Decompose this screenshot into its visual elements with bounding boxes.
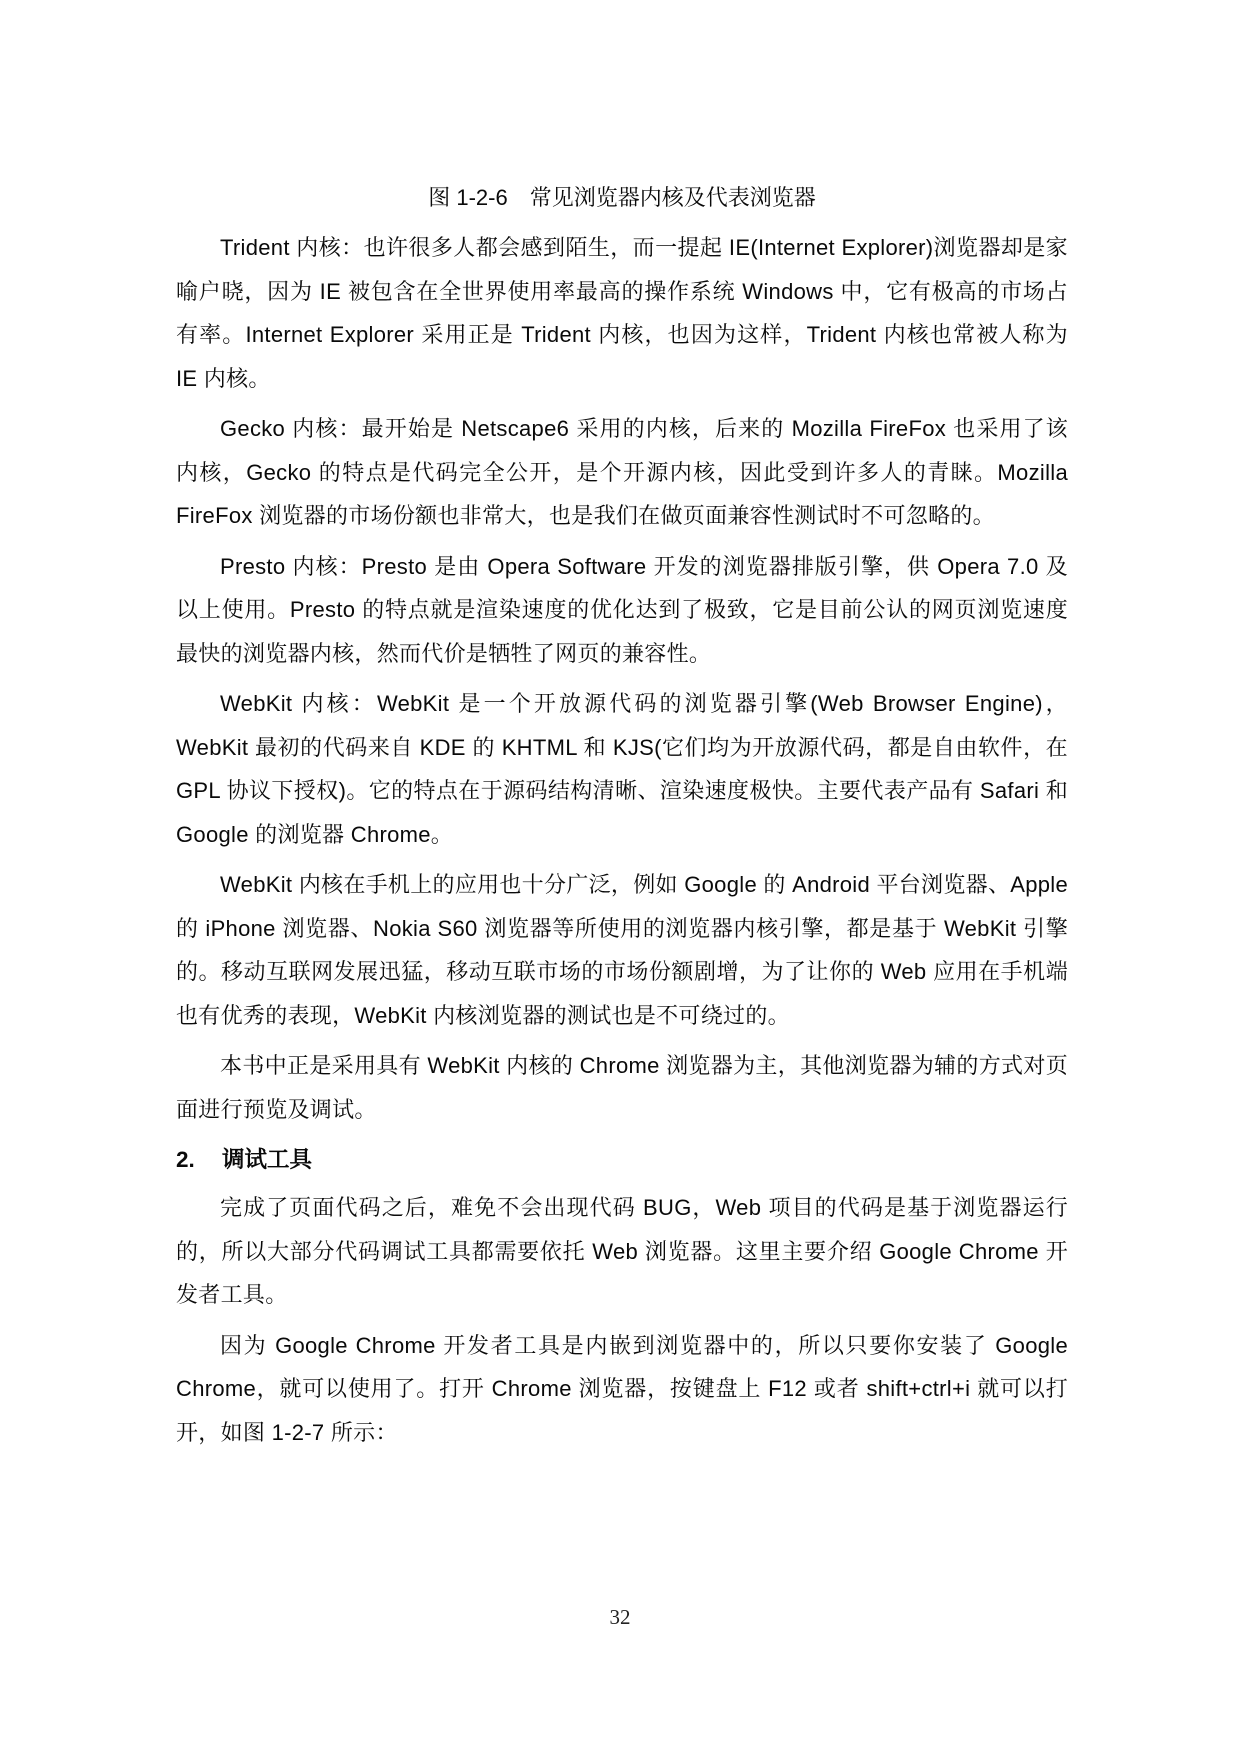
- paragraph-trident-kernel: Trident 内核：也许很多人都会感到陌生，而一提起 IE(Internet Explorer)浏览器却是家喻户晓，因为 IE 被包含在全世界使用率最高的操作系统 Windows 中，它有极高的市场占有率。Internet Explorer 采用正是 Trident 内核，也因为这样，Trident 内核也常被人称为 IE 内核。: [176, 235, 1068, 391]
- figure-caption: 图 1-2-6 常见浏览器内核及代表浏览器: [428, 185, 816, 210]
- paragraph-book-approach: 本书中正是采用具有 WebKit 内核的 Chrome 浏览器为主，其他浏览器为辅的方式对页面进行预览及调试。: [176, 1053, 1068, 1122]
- section-heading-debug-tools: [176, 1138, 1068, 1182]
- paragraph-presto-kernel: Presto 内核：Presto 是由 Opera Software 开发的浏览器排版引擎，供 Opera 7.0 及以上使用。Presto 的特点就是渲染速度的优化达到了极致，它是目前公认的网页浏览速度最快的浏览器内核，然而代价是牺牲了网页的兼容性。: [176, 553, 1068, 666]
- paragraph-webkit-mobile: WebKit 内核在手机上的应用也十分广泛，例如 Google 的 Android 平台浏览器、Apple 的 iPhone 浏览器、Nokia S60 浏览器等所使用的浏览器内核引擎，都是基于 WebKit 引擎的。移动互联网发展迅猛，移动互联市场的市场份额剧增，为了让你的 Web 应用在手机端也有优秀的表现，WebKit 内核浏览器的测试也是不可绕过的。: [176, 872, 1069, 1028]
- paragraph-webkit-kernel: WebKit 内核：WebKit 是一个开放源代码的浏览器引擎(Web Browser Engine)，WebKit 最初的代码来自 KDE 的 KHTML 和 KJS(它们均为开放源代码，都是自由软件，在 GPL 协议下授权)。它的特点在于源码结构清晰、渲染速度极快。主要代表产品有 Safari 和 Google 的浏览器 Chrome。: [176, 691, 1068, 847]
- section-number: 2.: [176, 1147, 195, 1172]
- paragraph-gecko-kernel: Gecko 内核：最开始是 Netscape6 采用的内核，后来的 Mozilla FireFox 也采用了该内核，Gecko 的特点是代码完全公开，是个开源内核，因此受到许多人的青睐。Mozilla FireFox 浏览器的市场份额也非常大，也是我们在做页面兼容性测试时不可忽略的。: [176, 416, 1068, 528]
- page-content: [176, 176, 1068, 1461]
- paragraph-debug-intro: 完成了页面代码之后，难免不会出现代码 BUG，Web 项目的代码是基于浏览器运行的，所以大部分代码调试工具都需要依托 Web 浏览器。这里主要介绍 Google Chrome 开发者工具。: [176, 1195, 1068, 1307]
- page-number: 32: [609, 1605, 631, 1629]
- page-footer: [0, 1605, 1240, 1630]
- paragraph-chrome-devtools: 因为 Google Chrome 开发者工具是内嵌到浏览器中的，所以只要你安装了 Google Chrome，就可以使用了。打开 Chrome 浏览器，按键盘上 F12 或者 shift+ctrl+i 就可以打开，如图 1-2-7 所示：: [176, 1332, 1068, 1445]
- section-title: 调试工具: [222, 1147, 313, 1172]
